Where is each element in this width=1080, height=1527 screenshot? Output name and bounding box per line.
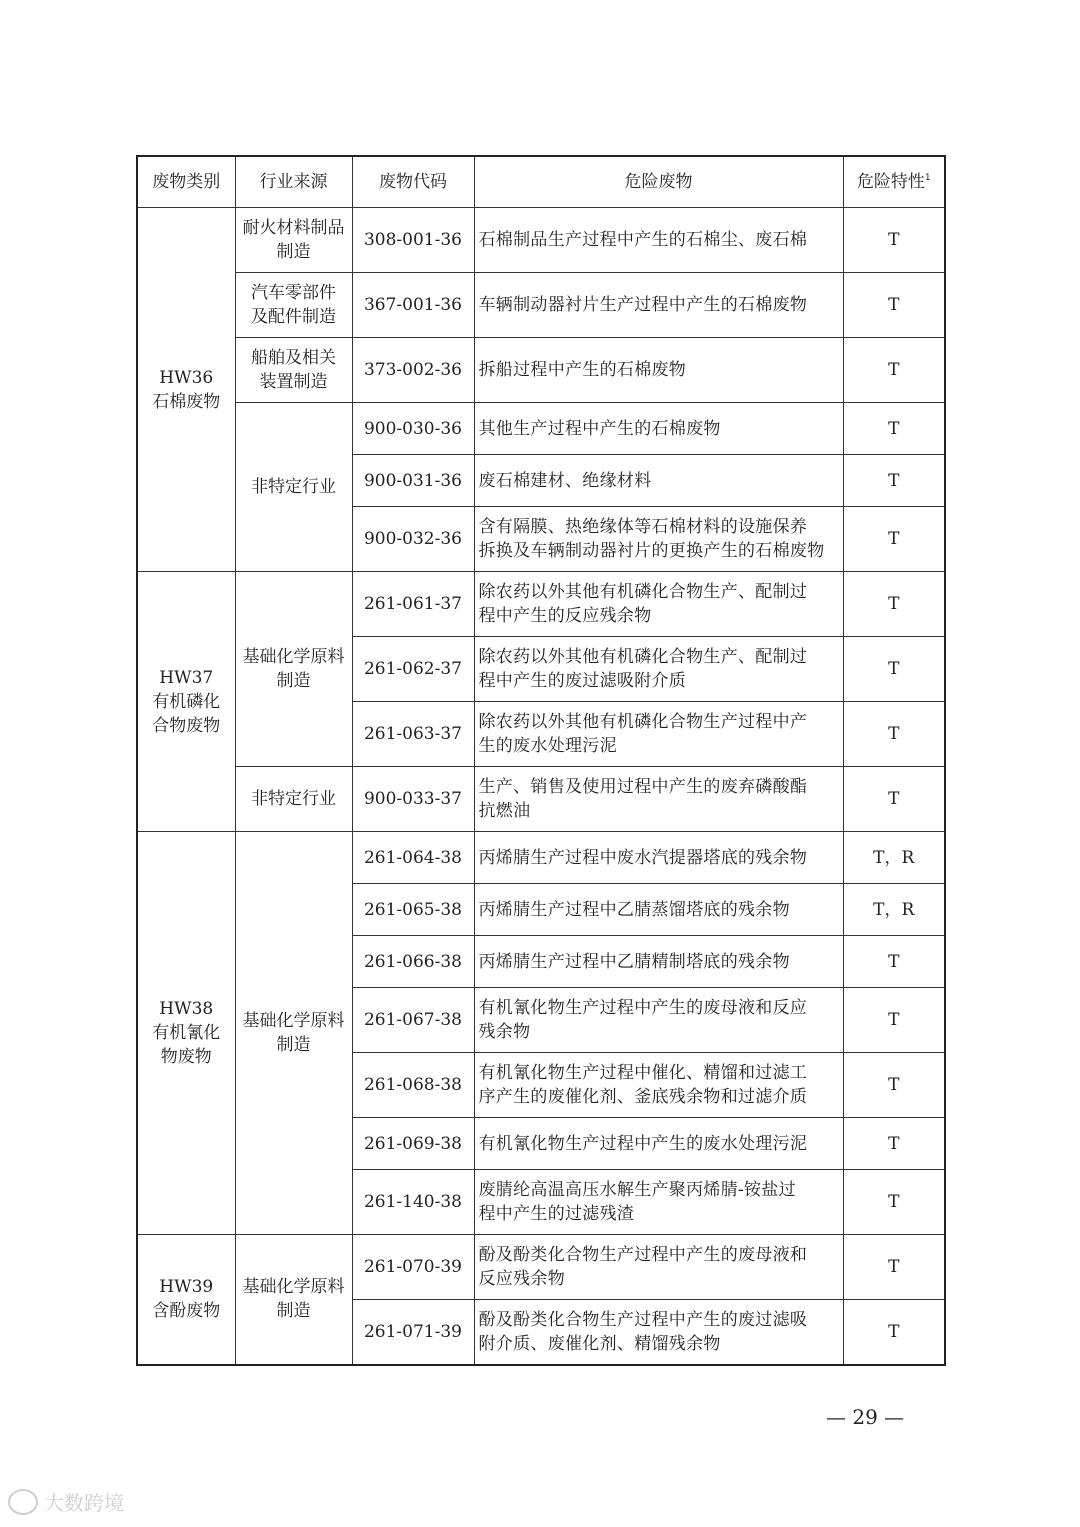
industry-source-cell: [235, 572, 352, 767]
waste-description-cell: [474, 1053, 843, 1118]
hazard-property-cell: T: [843, 455, 945, 507]
waste-description-cell: [474, 1300, 843, 1365]
text-line: 船舶及相关: [251, 348, 336, 368]
text-line: 生产、销售及使用过程中产生的废弃磷酸酯: [478, 777, 808, 797]
hazard-property-cell: T: [843, 702, 945, 767]
text-line: 丙烯腈生产过程中乙腈精制塔底的残余物: [478, 951, 790, 972]
text-line: 石棉废物: [152, 391, 221, 412]
waste-code-cell: 900-031-36: [352, 455, 474, 507]
hazard-property-cell: T: [843, 936, 945, 988]
waste-category-cell: [137, 1235, 235, 1365]
waste-description-cell: [474, 988, 843, 1053]
text-line: 废石棉建材、绝缘材料: [478, 470, 652, 491]
text-line: 基础化学原料: [242, 1011, 345, 1031]
waste-code-cell: 261-061-37: [352, 572, 474, 637]
table-row: [137, 273, 945, 338]
waste-description-cell: [474, 273, 843, 338]
waste-code-cell: 261-068-38: [352, 1053, 474, 1118]
text-line: 除农药以外其他有机磷化合物生产、配制过: [478, 647, 808, 667]
text-line: 除农药以外其他有机磷化合物生产、配制过: [478, 582, 808, 602]
hazard-property-cell: T，R: [843, 884, 945, 936]
waste-code-cell: 261-071-39: [352, 1300, 474, 1365]
industry-source-cell: [235, 338, 352, 403]
table-row: [137, 338, 945, 403]
waste-description-cell: [474, 1170, 843, 1235]
text-line: 废腈纶高温高压水解生产聚丙烯腈-铵盐过: [478, 1180, 796, 1200]
hazard-property-cell: T: [843, 572, 945, 637]
waste-description-cell: [474, 403, 843, 455]
text-line: HW39: [159, 1277, 214, 1298]
page-number: — 29 —: [826, 1405, 905, 1429]
text-line: 程中产生的过滤残渣: [478, 1204, 635, 1224]
text-line: 酚及酚类化合物生产过程中产生的废过滤吸: [478, 1309, 808, 1330]
text-line: 有机氰化物生产过程中产生的废水处理污泥: [478, 1133, 808, 1154]
watermark-text: 大数跨境: [44, 1491, 124, 1515]
waste-code-cell: 261-062-37: [352, 637, 474, 702]
text-line: 拆船过程中产生的石棉废物: [478, 360, 687, 380]
waste-description-cell: [474, 637, 843, 702]
text-line: 抗燃油: [478, 801, 531, 821]
waste-category-cell: [137, 208, 235, 572]
text-line: 制造: [276, 671, 311, 691]
hazard-property-cell: T: [843, 507, 945, 572]
text-line: 制造: [276, 1035, 311, 1055]
header-property-label: 危险特性: [856, 172, 925, 192]
table-row: [137, 572, 945, 637]
hazard-property-cell: T: [843, 1118, 945, 1170]
hazardous-waste-table: [136, 155, 946, 1366]
waste-code-cell: 261-066-38: [352, 936, 474, 988]
hazard-property-cell: T: [843, 637, 945, 702]
waste-code-cell: 261-065-38: [352, 884, 474, 936]
text-line: 生的废水处理污泥: [478, 736, 617, 756]
table-header-row: [137, 156, 945, 208]
text-line: 拆换及车辆制动器衬片的更换产生的石棉废物: [478, 541, 825, 561]
waste-code-cell: 308-001-36: [352, 208, 474, 273]
text-line: 车辆制动器衬片生产过程中产生的石棉废物: [478, 295, 808, 315]
hazard-property-cell: T: [843, 273, 945, 338]
text-line: 耐火材料制品: [242, 218, 345, 238]
text-line: HW36: [159, 367, 214, 388]
text-line: 基础化学原料: [242, 1277, 345, 1298]
text-line: 含酚废物: [152, 1301, 221, 1322]
watermark-logo-icon: [8, 1489, 38, 1515]
text-line: 制造: [276, 1301, 311, 1322]
text-line: 程中产生的废过滤吸附介质: [478, 671, 687, 691]
table-row: [137, 403, 945, 455]
text-line: 反应残余物: [478, 1269, 565, 1289]
waste-code-cell: 261-140-38: [352, 1170, 474, 1235]
waste-description-cell: [474, 884, 843, 936]
waste-code-cell: 261-070-39: [352, 1235, 474, 1300]
text-line: 汽车零部件: [251, 283, 336, 303]
footnote-marker: 1: [924, 173, 931, 183]
waste-code-cell: 261-063-37: [352, 702, 474, 767]
waste-description-cell: [474, 832, 843, 884]
header-code: 废物代码: [352, 156, 474, 208]
text-line: 有机磷化: [152, 691, 221, 712]
table-row: [137, 767, 945, 832]
hazard-property-cell: T: [843, 338, 945, 403]
waste-description-cell: [474, 572, 843, 637]
waste-description-cell: [474, 702, 843, 767]
hazard-property-cell: T: [843, 767, 945, 832]
text-line: 附介质、废催化剂、精馏残余物: [478, 1333, 721, 1354]
industry-source-cell: [235, 1235, 352, 1365]
text-line: 合物废物: [152, 715, 221, 736]
text-line: 基础化学原料: [242, 647, 345, 667]
text-line: 酚及酚类化合物生产过程中产生的废母液和: [478, 1245, 808, 1265]
industry-source-cell: [235, 273, 352, 338]
hazard-property-cell: T: [843, 1235, 945, 1300]
text-line: 序产生的废催化剂、釜底残余物和过滤介质: [478, 1087, 808, 1107]
industry-source-cell: [235, 832, 352, 1235]
waste-code-cell: 900-030-36: [352, 403, 474, 455]
text-line: 物废物: [160, 1047, 212, 1067]
hazard-property-cell: T: [843, 1300, 945, 1365]
industry-source-cell: [235, 208, 352, 273]
text-line: 除农药以外其他有机磷化合物生产过程中产: [478, 712, 808, 732]
waste-category-cell: [137, 832, 235, 1235]
waste-code-cell: 261-064-38: [352, 832, 474, 884]
text-line: 制造: [276, 242, 311, 262]
waste-description-cell: [474, 767, 843, 832]
waste-description-cell: [474, 1118, 843, 1170]
industry-source-cell: [235, 403, 352, 572]
text-line: 丙烯腈生产过程中废水汽提器塔底的残余物: [478, 847, 808, 868]
text-line: 非特定行业: [251, 477, 336, 497]
text-line: 石棉制品生产过程中产生的石棉尘、废石棉: [478, 230, 808, 250]
text-line: HW38: [159, 999, 214, 1019]
hazard-property-cell: T: [843, 988, 945, 1053]
waste-code-cell: 261-069-38: [352, 1118, 474, 1170]
industry-source-cell: [235, 767, 352, 832]
text-line: 残余物: [478, 1022, 531, 1042]
table-row: [137, 832, 945, 884]
text-line: 有机氰化物生产过程中催化、精馏和过滤工: [478, 1063, 808, 1083]
table-row: [137, 1235, 945, 1300]
header-waste: 危险废物: [474, 156, 843, 208]
text-line: 及配件制造: [251, 307, 336, 327]
text-line: 丙烯腈生产过程中乙腈蒸馏塔底的残余物: [478, 899, 790, 920]
waste-description-cell: [474, 208, 843, 273]
text-line: HW37: [159, 667, 214, 688]
hazard-property-cell: T: [843, 208, 945, 273]
waste-description-cell: [474, 936, 843, 988]
header-industry: 行业来源: [235, 156, 352, 208]
text-line: 程中产生的反应残余物: [478, 606, 652, 626]
text-line: 含有隔膜、热绝缘体等石棉材料的设施保养: [478, 517, 808, 537]
hazard-property-cell: T，R: [843, 832, 945, 884]
waste-code-cell: 900-032-36: [352, 507, 474, 572]
waste-code-cell: 261-067-38: [352, 988, 474, 1053]
waste-category-cell: [137, 572, 235, 832]
waste-code-cell: 367-001-36: [352, 273, 474, 338]
text-line: 其他生产过程中产生的石棉废物: [478, 418, 721, 439]
watermark: [8, 1487, 124, 1516]
hazard-property-cell: T: [843, 403, 945, 455]
waste-description-cell: [474, 455, 843, 507]
text-line: 有机氰化物生产过程中产生的废母液和反应: [478, 998, 808, 1018]
hazard-property-cell: T: [843, 1053, 945, 1118]
waste-description-cell: [474, 507, 843, 572]
waste-description-cell: [474, 1235, 843, 1300]
text-line: 非特定行业: [251, 789, 336, 809]
table-body: [137, 208, 945, 1365]
table-row: [137, 208, 945, 273]
waste-description-cell: [474, 338, 843, 403]
header-property: [843, 156, 945, 208]
waste-code-cell: 373-002-36: [352, 338, 474, 403]
waste-code-cell: 900-033-37: [352, 767, 474, 832]
header-category: 废物类别: [137, 156, 235, 208]
text-line: 有机氰化: [152, 1023, 221, 1043]
text-line: 装置制造: [259, 372, 328, 392]
hazard-property-cell: T: [843, 1170, 945, 1235]
